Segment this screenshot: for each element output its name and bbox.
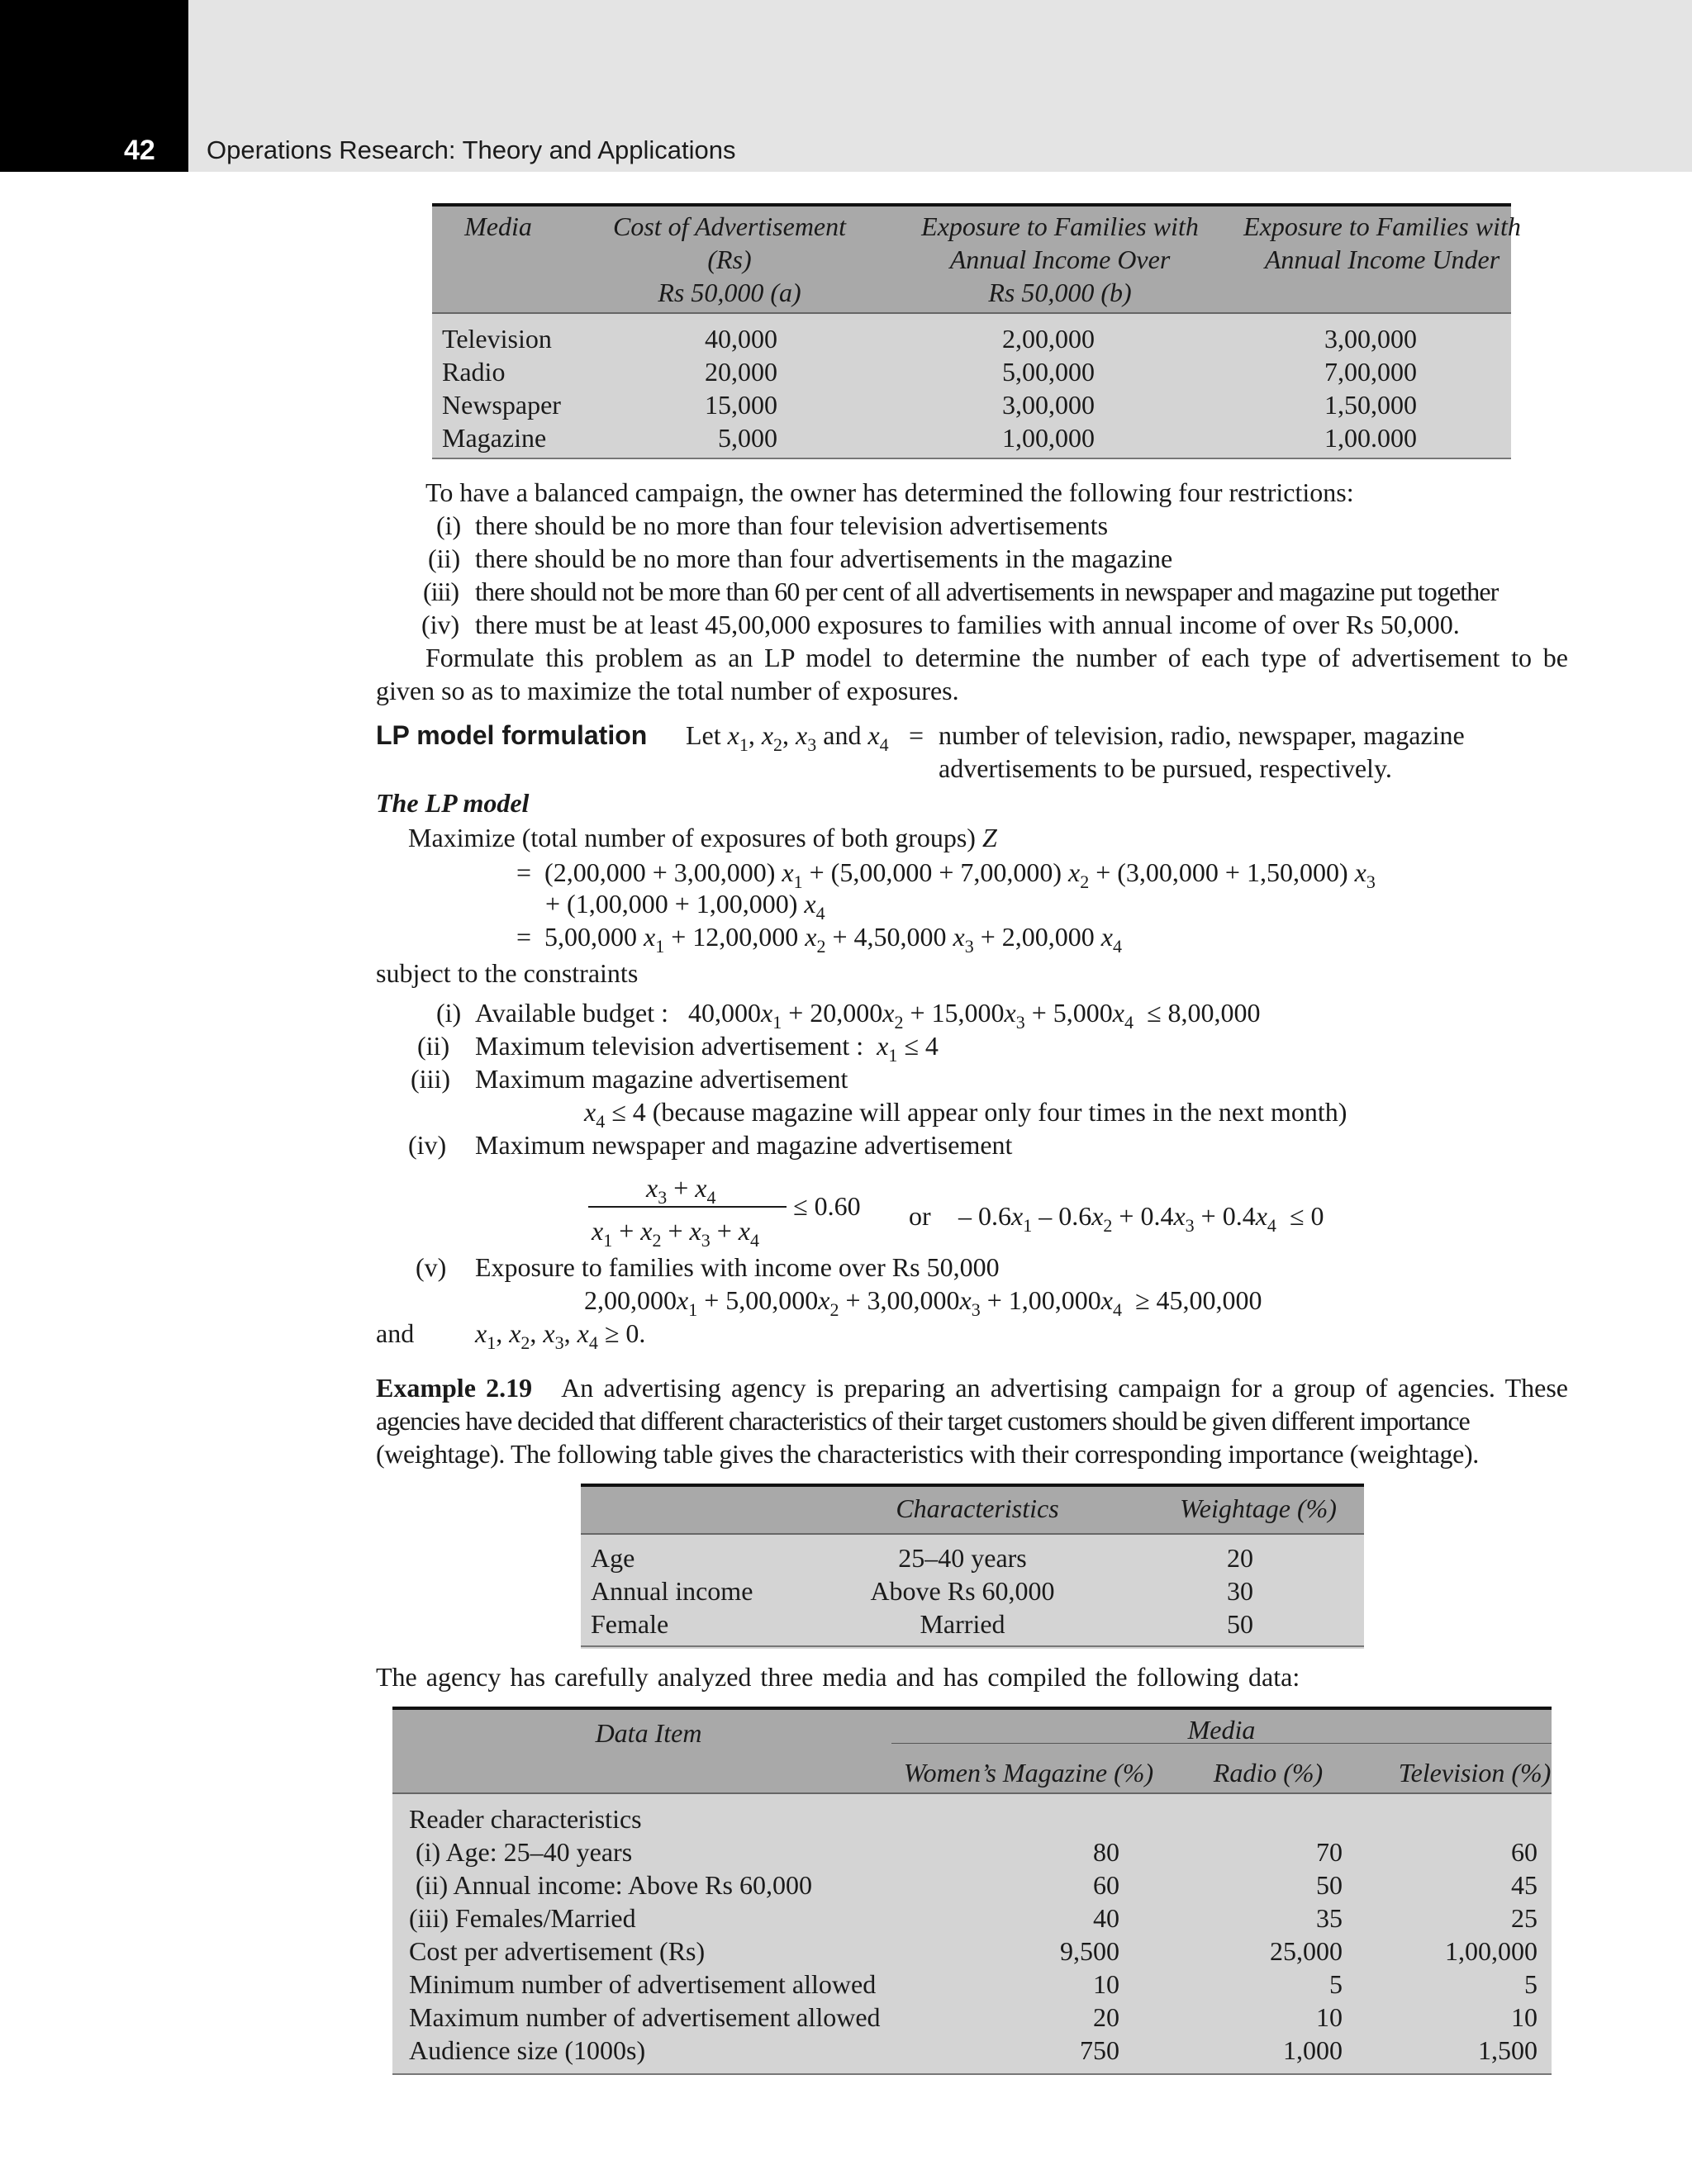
- or-text: or: [909, 1201, 931, 1231]
- restriction-num: (ii): [428, 544, 461, 573]
- and-label: and: [376, 1318, 415, 1348]
- objective-line-2: + (1,00,000 + 1,00,000) $x_4$: [545, 889, 825, 923]
- fraction-bar: [588, 1206, 787, 1208]
- col-header-weightage: Weightage (%): [1180, 1493, 1337, 1523]
- constraint-exposure-label: Exposure to families with income over Rs 50,000: [475, 1252, 1000, 1282]
- col-header-under: Exposure to Families with Annual Income Under: [1243, 211, 1521, 274]
- formulation-eq: =: [909, 720, 924, 750]
- page-number-block: [0, 0, 188, 172]
- section-label: Reader characteristics: [409, 1804, 642, 1834]
- subject-to: subject to the constraints: [376, 958, 639, 988]
- col-header-womens-magazine: Women’s Magazine (%): [903, 1758, 1154, 1788]
- restriction-num: (iv): [421, 610, 460, 639]
- page-header: [0, 0, 1692, 172]
- restrictions-intro: To have a balanced campaign, the owner has determined the following four restrictions:: [425, 477, 1354, 507]
- table-bottom-rule: [392, 2073, 1552, 2075]
- constraint-num: (ii): [417, 1031, 450, 1061]
- constraint-budget: Available budget : $40,000x_1 + 20,000x_2 + 15,000x_3 + 5,000x_4 \le 8,00,000$: [475, 998, 1261, 1033]
- constraint-magazine-label: Maximum magazine advertisement: [475, 1064, 848, 1094]
- restriction-text: there should not be more than 60 per cent of all advertisements in newspaper and magazine put together: [475, 577, 1499, 606]
- fraction-denominator: $x_1 + x_2 + x_3 + x_4$: [592, 1216, 759, 1251]
- col-header-television: Television (%): [1398, 1758, 1552, 1788]
- restriction-text: there should be no more than four advertisements in the magazine: [475, 544, 1173, 573]
- objective-line-3: = 5,00,000 $x_1 + 12,00,000$ $x_2 + 4,50,000$ $x_3 + 2,00,000$ $x_4$: [516, 922, 1122, 957]
- lp-model-heading: The LP model: [376, 788, 530, 818]
- fraction-numerator: $x_3 + x_4$: [646, 1173, 716, 1208]
- example-line2: agencies have decided that different characteristics of their target customers should be given different importance: [376, 1406, 1470, 1436]
- table-bottom-rule: [581, 1645, 1364, 1647]
- objective-label: Maximize (total number of exposures of both groups) Z: [408, 823, 997, 852]
- restriction-text: there must be at least 45,00,000 exposures to families with annual income of over Rs 50,000.: [475, 610, 1460, 639]
- constraint-num: (iii): [411, 1064, 450, 1094]
- col-header-data-item: Data Item: [595, 1718, 702, 1748]
- constraint-num: (v): [416, 1252, 447, 1282]
- col-header-cost: Cost of Advertisement (Rs) Rs 50,000 (a): [612, 211, 847, 307]
- example-line3: (weightage). The following table gives the characteristics with their corresponding importance (weightage).: [376, 1439, 1479, 1469]
- constraint-exposure: $2,00,000x_1 + 5,00,000x_2 + 3,00,000x_3 + 1,00,000x_4 \ge 45,00,000$: [584, 1285, 1262, 1320]
- fraction-rhs: ≤ 0.60: [793, 1191, 861, 1221]
- media-data-table: Data Item Media Women’s Magazine (%) Radio (%) Television (%) Reader characteristics (i) Age: 25–40 years 80 70 60 (ii) Annual income: Above Rs 60,000 60 50 45 (iii) Females/Married 40 35 25 Cost per advertisement (Rs) 9,500 25,000 1,00,000 Minimum number of advertisement allowed 10 5 5 Maximum number of advertisement allowed 20 10 10 Audience size (1000s) 750 1,000 1,500: [392, 1707, 1552, 2075]
- restriction-num: (i): [436, 510, 462, 540]
- running-title: Operations Research: Theory and Applications: [207, 135, 736, 164]
- constraint-newspaper-label: Maximum newspaper and magazine advertisement: [475, 1130, 1013, 1160]
- constraint-television: Maximum television advertisement : $x_1 \le 4$: [475, 1031, 939, 1066]
- table-bottom-rule: [432, 458, 1511, 459]
- formulation-definition-2: advertisements to be pursued, respectively.: [939, 753, 1392, 783]
- constraint-newspaper-linear: – $0.6x_1 - 0.6x_2 + 0.4x_3 + 0.4x_4 \le 0$: [958, 1201, 1324, 1236]
- constraint-num: (i): [436, 998, 462, 1028]
- formulate-line2: given so as to maximize the total number of exposures.: [376, 676, 959, 705]
- constraint-magazine: $x_4 \le 4$ (because magazine will appear only four times in the next month): [584, 1097, 1347, 1132]
- col-header-radio: Radio (%): [1213, 1758, 1324, 1788]
- col-header-media: Media: [464, 211, 532, 241]
- restriction-num: (iii): [423, 577, 459, 606]
- formulation-definition-1: number of television, radio, newspaper, magazine: [939, 720, 1465, 750]
- media-intro: The agency has carefully analyzed three media and has compiled the following data:: [376, 1662, 1300, 1692]
- col-header-over: Exposure to Families with Annual Income Over Rs 50,000 (b): [921, 211, 1199, 307]
- col-header-media: Media: [1187, 1715, 1256, 1745]
- formulation-let: Let $x_1$, $x_2$, $x_3$ and $x_4$: [686, 720, 889, 755]
- constraint-num: (iv): [408, 1130, 447, 1160]
- example-line1: Example 2.19 An advertising agency is preparing an advertising campaign for a group of agencies. These: [376, 1373, 1569, 1403]
- non-negativity: $x_1$, $x_2$, $x_3$, $x_4 \ge 0$.: [475, 1318, 646, 1353]
- formulation-heading: LP model formulation: [376, 720, 648, 750]
- formulate-line1: Formulate this problem as an LP model to determine the number of each type of advertisement to be: [425, 643, 1568, 672]
- objective-line-1: = (2,00,000 + 3,00,000) $x_1 + (5,00,000 + 7,00,000) x_2 + (3,00,000 + 1,50,000)$ $x_3$: [516, 857, 1376, 892]
- restriction-text: there should be no more than four television advertisements: [475, 510, 1109, 540]
- col-header-characteristics: Characteristics: [896, 1493, 1059, 1523]
- characteristics-table: Characteristics Weightage (%) Age 25–40 years 20 Annual income Above Rs 60,000 30 Female Married 50: [581, 1484, 1364, 1649]
- page-number: 42: [124, 135, 155, 166]
- media-exposure-table: Media Cost of Advertisement (Rs) Rs 50,000 (a) Exposure to Families with Annual Income Over Rs 50,000 (b) Exposure to Families with Annual Income Under Television 40,000 2,00,000 3,00,000 Radio 20,000 5,00,000 7,00,000 Newspaper 15,000 3,00,000 1,50,000 Magazine 5,000 1,00,000 1,00.000: [432, 203, 1511, 459]
